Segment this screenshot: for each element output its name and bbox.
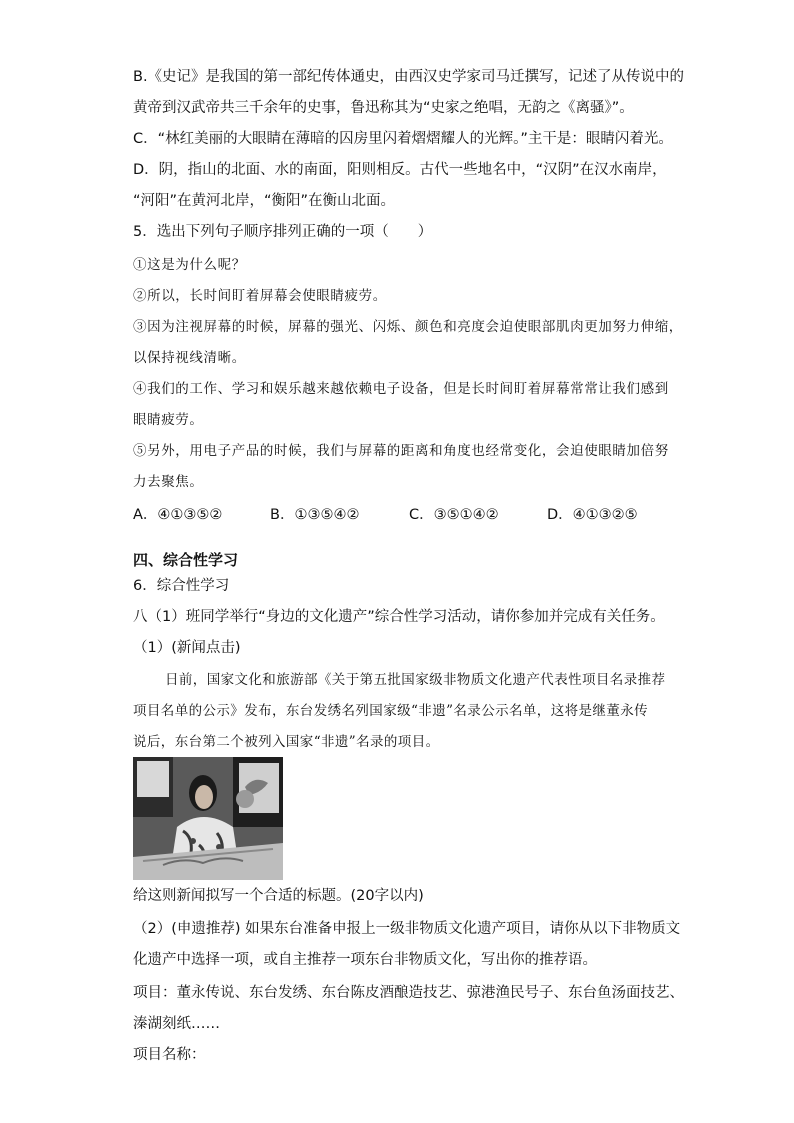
embroidery-photo xyxy=(133,757,283,880)
sentence-3-line-1: ③因为注视屏幕的时候，屏幕的强光、闪烁、颜色和亮度会迫使眼部肌肉更加努力伸缩， xyxy=(133,319,683,335)
news-line-2: 项目名单的公示》发布，东台发绣名列国家级“非遗”名录公示名单，这将是继董永传 xyxy=(133,703,649,719)
sentence-5-line-1: ⑤另外，用电子产品的时候，我们与屏幕的距离和角度也经常变化，会迫使眼睛加倍努 xyxy=(133,443,669,459)
option-d-line-1: D．阴，指山的北面、水的南面，阳则相反。古代一些地名中，“汉阴”在汉水南岸， xyxy=(133,162,667,178)
task-1-label: （1）(新闻点击) xyxy=(133,640,241,656)
choice-d: D．④①③②⑤ xyxy=(547,507,638,523)
task-2-line-1: （2）(申遗推荐) 如果东台准备申报上一级非物质文化遗产项目，请你从以下非物质文 xyxy=(133,921,681,937)
choice-b: B．①③⑤④② xyxy=(270,507,360,523)
option-b-line-1: B.《史记》是我国的第一部纪传体通史，由西汉史学家司马迁撰写，记述了从传说中的 xyxy=(133,69,685,85)
section-heading: 四、综合性学习 xyxy=(133,551,239,569)
choice-a: A．④①③⑤② xyxy=(133,507,223,523)
option-d-line-2: “河阳”在黄河北岸，“衡阳”在衡山北面。 xyxy=(133,193,396,209)
news-line-3: 说后，东台第二个被列入国家“非遗”名录的项目。 xyxy=(133,734,440,750)
question-6: 6．综合性学习 xyxy=(133,578,230,594)
news-line-1: 日前，国家文化和旅游部《关于第五批国家级非物质文化遗产代表性项目名录推荐 xyxy=(165,672,666,688)
project-list-line-2: 溱湖刻纸…… xyxy=(133,1016,220,1032)
sentence-4-line-2: 眼睛疲劳。 xyxy=(133,412,204,428)
choice-c: C．③⑤①④② xyxy=(409,507,499,523)
sentence-1: ①这是为什么呢？ xyxy=(133,257,246,273)
sentence-2: ②所以，长时间盯着屏幕会使眼睛疲劳。 xyxy=(133,288,387,304)
task-2-line-2: 化遗产中选择一项，或自主推荐一项东台非物质文化，写出你的推荐语。 xyxy=(133,952,597,968)
question-5: 5．选出下列句子顺序排列正确的一项（ ） xyxy=(133,224,433,240)
sentence-4-line-1: ④我们的工作、学习和娱乐越来越依赖电子设备，但是长时间盯着屏幕常常让我们感到 xyxy=(133,381,669,397)
sentence-3-line-2: 以保持视线清晰。 xyxy=(133,350,246,366)
task-1-prompt: 给这则新闻拟写一个合适的标题。(20字以内) xyxy=(133,888,424,904)
activity-intro: 八（1）班同学举行“身边的文化遗产”综合性学习活动，请你参加并完成有关任务。 xyxy=(133,609,665,625)
option-c-line: C．“林红美丽的大眼睛在薄暗的囚房里闪着熠熠耀人的光辉。”主干是：眼睛闪着光。 xyxy=(133,131,673,147)
sentence-5-line-2: 力去聚焦。 xyxy=(133,474,204,490)
project-list-line-1: 项目：董永传说、东台发绣、东台陈皮酒酿造技艺、弶港渔民号子、东台鱼汤面技艺、 xyxy=(133,985,684,1001)
project-name-label: 项目名称： xyxy=(133,1047,206,1063)
option-b-line-2: 黄帝到汉武帝共三千余年的史事，鲁迅称其为“史家之绝唱，无韵之《离骚》”。 xyxy=(133,100,634,116)
